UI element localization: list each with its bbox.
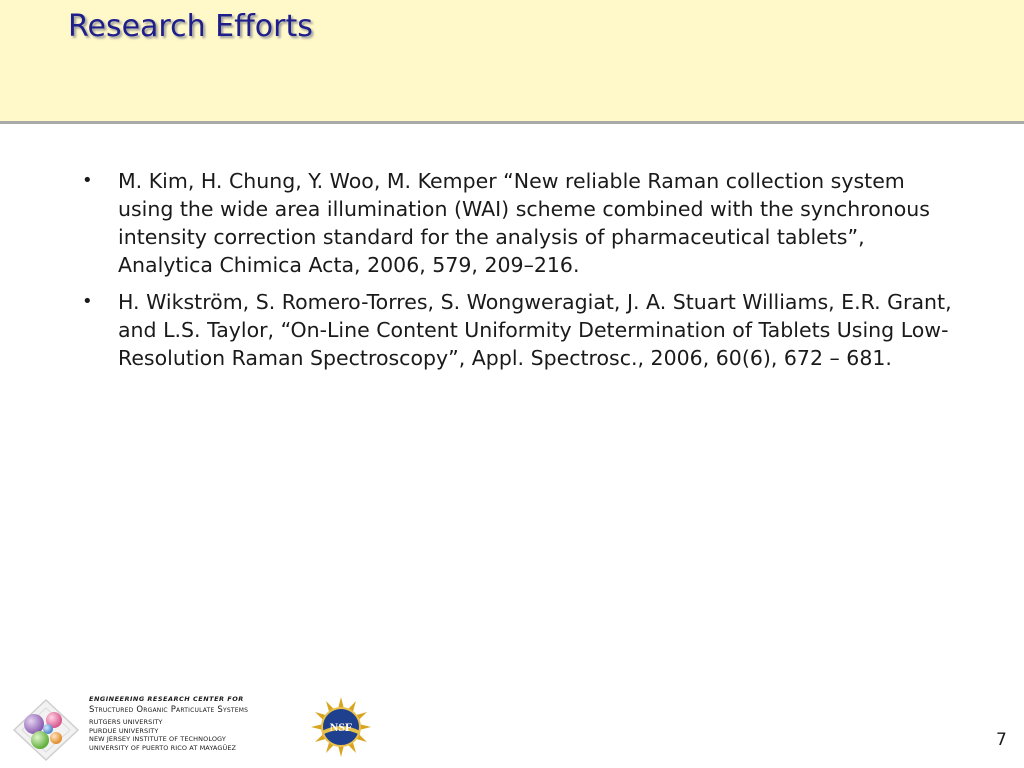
reference-item	[78, 167, 958, 279]
nsf-logo-icon	[310, 696, 372, 758]
erc-center-label: ENGINEERING RESEARCH CENTER FOR	[89, 695, 244, 703]
slide-title: Research Efforts	[68, 9, 313, 44]
bullet-icon: •	[82, 291, 93, 312]
title-bar	[0, 0, 1024, 124]
university-name: PURDUE UNIVERSITY	[89, 726, 159, 735]
reference-text: M. Kim, H. Chung, Y. Woo, M. Kemper “New reliable Raman collection system using the wide area illumination (WAI) scheme combined with the synchronous intensity correction standard for the analysis of pharmaceutical tablets”, Analytica Chimica Acta, 2006, 579, 209–216.	[118, 169, 930, 277]
erc-center-name	[89, 704, 319, 716]
university-name: UNIVERSITY OF PUERTO RICO AT MAYAGÜEZ	[89, 743, 237, 752]
page-number: 7	[996, 730, 1007, 750]
university-name: NEW JERSEY INSTITUTE OF TECHNOLOGY	[89, 735, 226, 743]
footer	[0, 690, 1024, 768]
svg-text:NSF: NSF	[329, 720, 353, 734]
center-name-text: Structured Organic Particulate Systems	[89, 705, 249, 715]
university-name: RUTGERS UNIVERSITY	[89, 718, 163, 726]
reference-text: H. Wikström, S. Romero-Torres, S. Wongweragiat, J. A. Stuart Williams, E.R. Grant, and L.S. Taylor, “On-Line Content Uniformity Determination of Tablets Using Low-Resolution Raman Spectroscopy”, Appl. Spectrosc., 2006, 60(6), 672 – 681.	[118, 290, 952, 370]
reference-item	[78, 288, 958, 372]
bullet-icon: •	[82, 170, 93, 191]
erc-molecule-logo-icon	[10, 696, 82, 764]
erc-text-block	[89, 694, 319, 752]
reference-list	[78, 167, 958, 381]
